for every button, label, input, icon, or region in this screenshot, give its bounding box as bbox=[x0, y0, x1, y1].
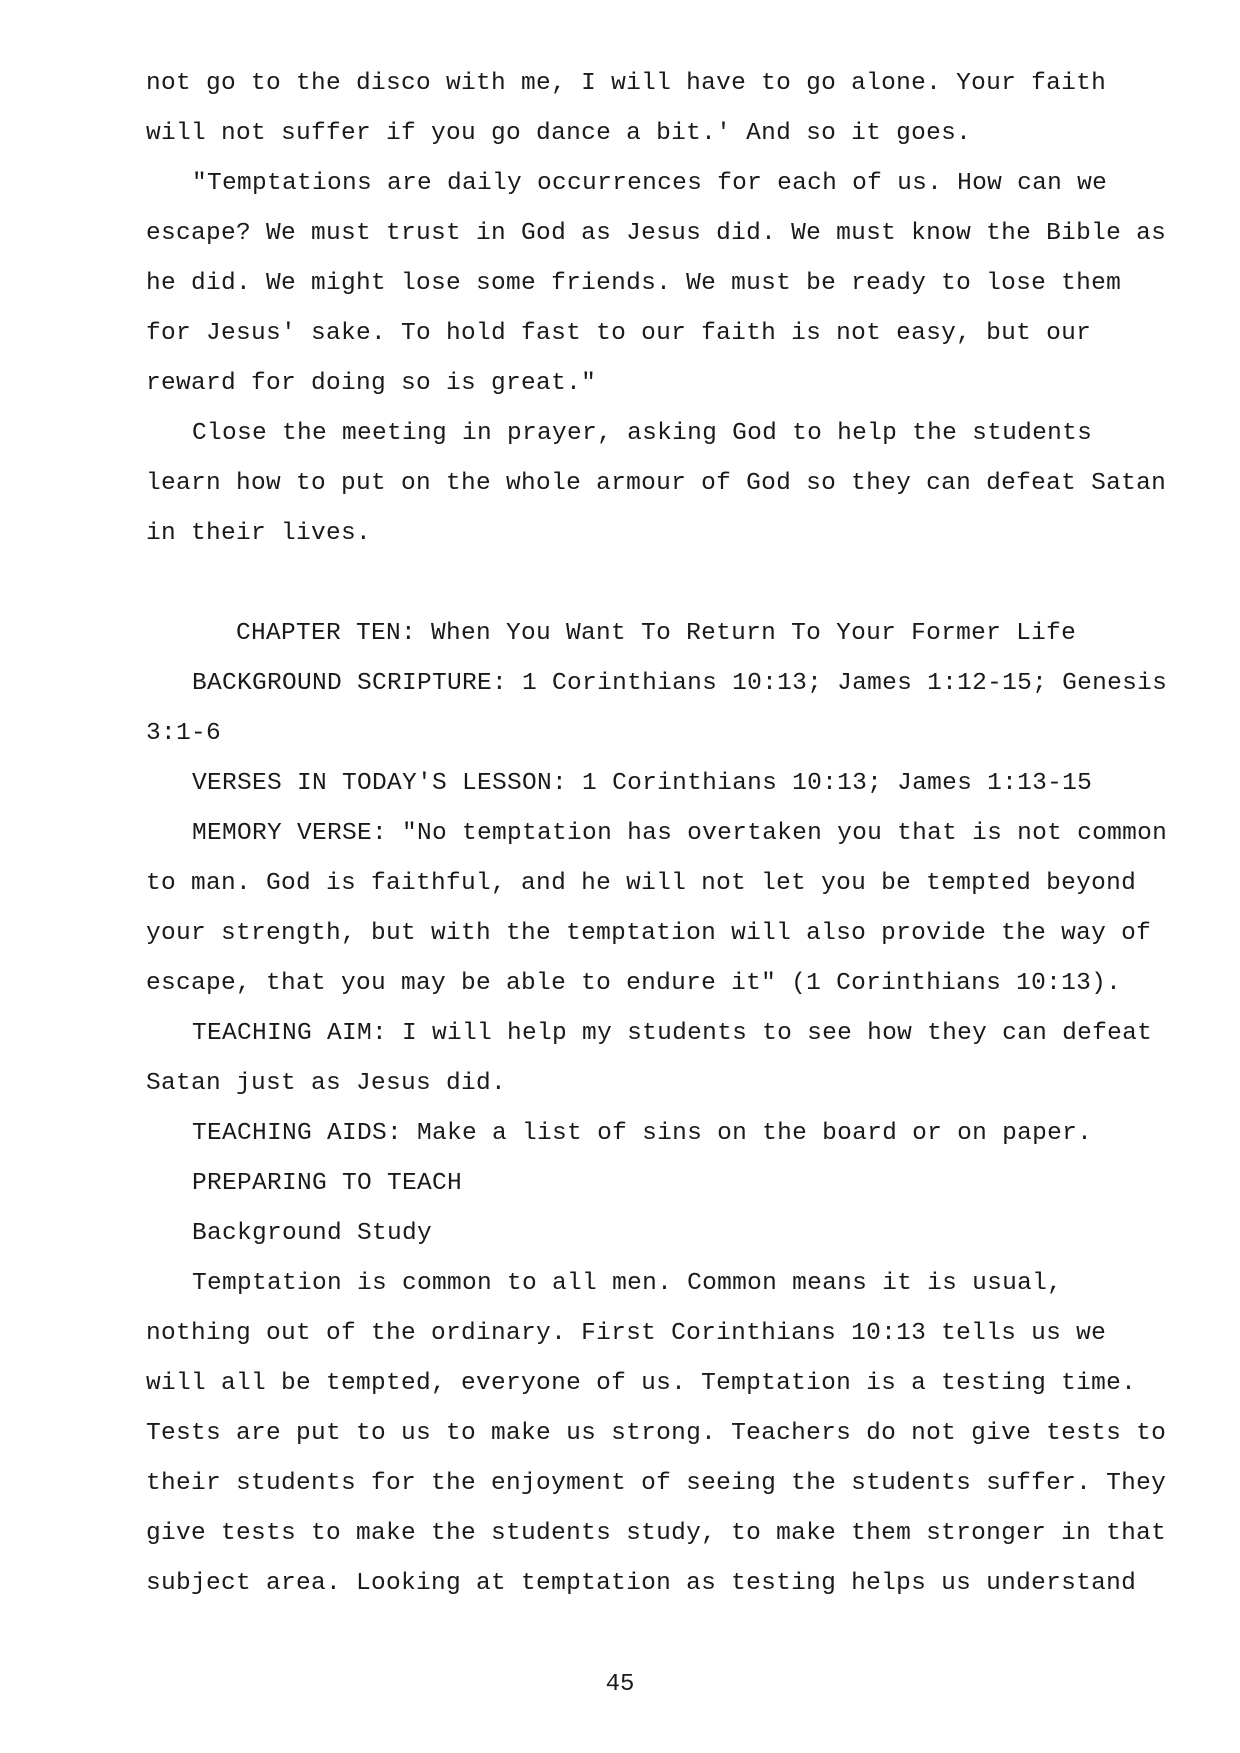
text-line: to man. God is faithful, and he will not let you be tempted beyond bbox=[146, 870, 1137, 897]
section-heading: PREPARING TO TEACH bbox=[192, 1170, 463, 1197]
text-line: for Jesus' sake. To hold fast to our faith is not easy, but our bbox=[146, 320, 1092, 347]
text-line: reward for doing so is great." bbox=[146, 370, 597, 397]
text-line: Tests are put to us to make us strong. Teachers do not give tests to bbox=[146, 1420, 1167, 1447]
text-line: 3:1-6 bbox=[146, 720, 222, 747]
text-line: not go to the disco with me, I will have to go alone. Your faith bbox=[146, 70, 1107, 97]
teaching-aim: TEACHING AIM: I will help my students to see how they can defeat bbox=[192, 1020, 1153, 1047]
text-line: he did. We might lose some friends. We must be ready to lose them bbox=[146, 270, 1122, 297]
text-line: will all be tempted, everyone of us. Temptation is a testing time. bbox=[146, 1370, 1137, 1397]
text-line: their students for the enjoyment of seeing the students suffer. They bbox=[146, 1470, 1167, 1497]
page-number: 45 bbox=[605, 1671, 635, 1698]
text-line: Temptation is common to all men. Common means it is usual, bbox=[192, 1270, 1063, 1297]
text-line: in their lives. bbox=[146, 520, 372, 547]
text-line: will not suffer if you go dance a bit.' And so it goes. bbox=[146, 120, 972, 147]
text-line: give tests to make the students study, to make them stronger in that bbox=[146, 1520, 1167, 1547]
chapter-heading: CHAPTER TEN: When You Want To Return To Your Former Life bbox=[236, 620, 1077, 647]
text-line: learn how to put on the whole armour of God so they can defeat Satan bbox=[146, 470, 1167, 497]
text-line: Satan just as Jesus did. bbox=[146, 1070, 507, 1097]
background-scripture: BACKGROUND SCRIPTURE: 1 Corinthians 10:13; James 1:12-15; Genesis bbox=[192, 670, 1168, 697]
teaching-aids: TEACHING AIDS: Make a list of sins on the board or on paper. bbox=[192, 1120, 1093, 1147]
text-line: nothing out of the ordinary. First Corinthians 10:13 tells us we bbox=[146, 1320, 1107, 1347]
memory-verse: MEMORY VERSE: "No temptation has overtaken you that is not common bbox=[192, 820, 1168, 847]
verses-in-lesson: VERSES IN TODAY'S LESSON: 1 Corinthians 10:13; James 1:13-15 bbox=[192, 770, 1093, 797]
text-line: your strength, but with the temptation will also provide the way of bbox=[146, 920, 1152, 947]
text-line: escape, that you may be able to endure it" (1 Corinthians 10:13). bbox=[146, 970, 1122, 997]
text-line: "Temptations are daily occurrences for each of us. How can we bbox=[192, 170, 1108, 197]
text-line: escape? We must trust in God as Jesus did. We must know the Bible as bbox=[146, 220, 1167, 247]
text-line: subject area. Looking at temptation as testing helps us understand bbox=[146, 1570, 1137, 1597]
subsection-heading: Background Study bbox=[192, 1220, 433, 1247]
text-line: Close the meeting in prayer, asking God to help the students bbox=[192, 420, 1093, 447]
